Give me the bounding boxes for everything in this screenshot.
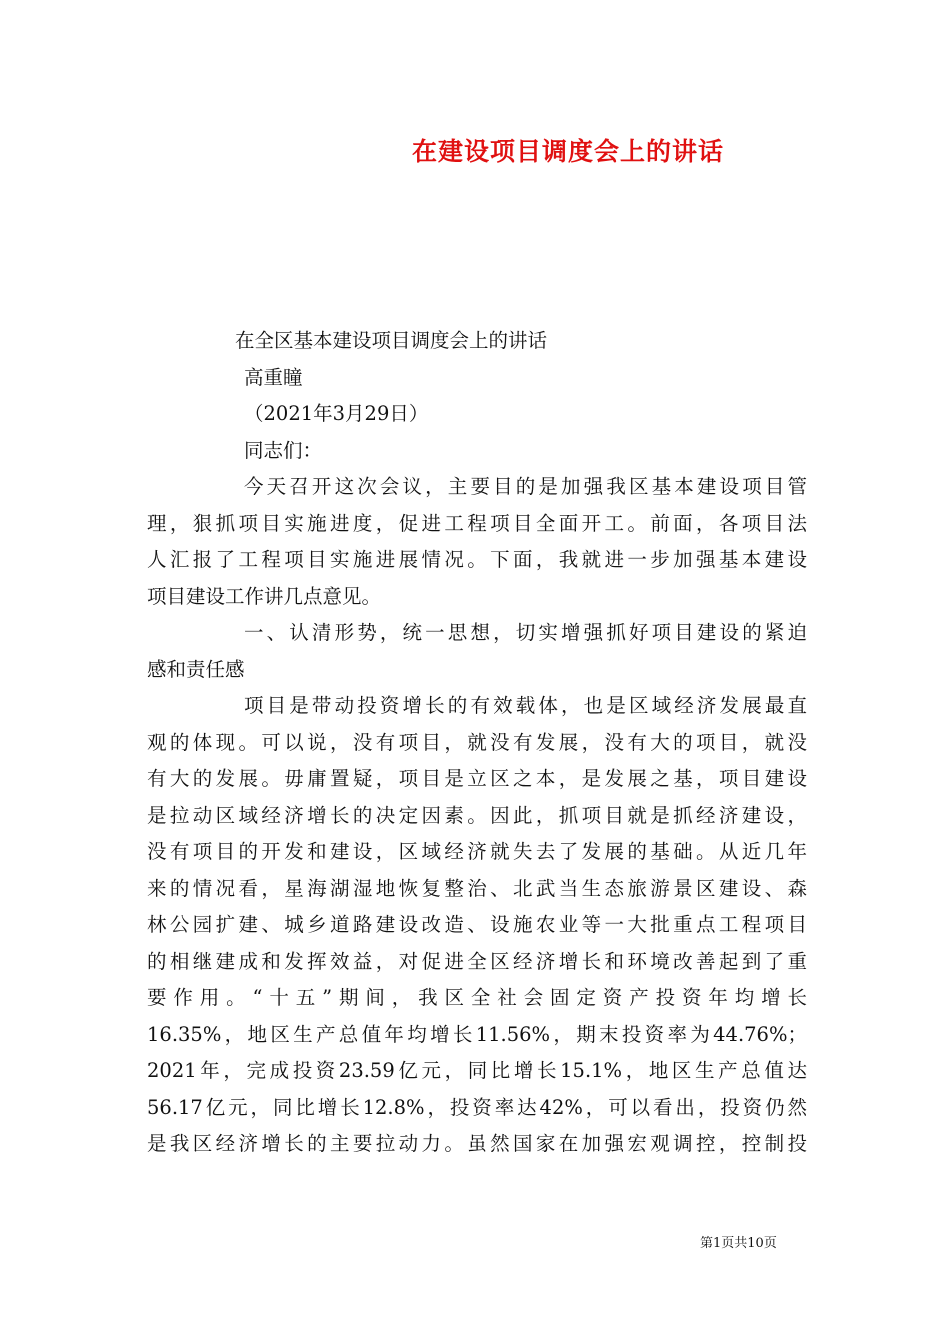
paragraph-line: 要作用。“十五”期间，我区全社会固定资产投资年均增长 [147,986,807,1009]
paragraph-line: 56.17亿元，同比增长12.8%，投资率达42%，可以看出，投资仍然 [147,1095,807,1119]
paragraph-line: 2021年，完成投资23.59亿元，同比增长15.1%，地区生产总值达 [147,1059,807,1082]
salutation: 同志们： [244,438,323,462]
section-heading-line: 感和责任感 [147,657,245,681]
speaker-name: 高重瞳 [244,365,303,389]
paragraph-line: 来的情况看，星海湖湿地恢复整治、北武当生态旅游景区建设、森 [147,876,807,900]
paragraph-line: 理，狠抓项目实施进度，促进工程项目全面开工。前面，各项目法 [147,511,807,535]
paragraph-line: 没有项目的开发和建设，区域经济就失去了发展的基础。从近几年 [147,840,807,863]
paragraph-line: 观的体现。可以说，没有项目，就没有发展，没有大的项目，就没 [147,730,807,754]
paragraph-line: 有大的发展。毋庸置疑，项目是立区之本，是发展之基，项目建设 [147,767,807,790]
paragraph-line: 是我区经济增长的主要拉动力。虽然国家在加强宏观调控，控制投 [147,1132,807,1155]
speech-heading: 在全区基本建设项目调度会上的讲话 [235,329,548,352]
paragraph-line: 是拉动区域经济增长的决定因素。因此，抓项目就是抓经济建设， [147,803,807,827]
paragraph-line: 项目是带动投资增长的有效载体，也是区域经济发展最直 [244,694,807,717]
document-title: 在建设项目调度会上的讲话 [412,137,725,166]
page-number: 第1页共10页 [700,1236,777,1251]
section-heading-line: 一、认清形势，统一思想，切实增强抓好项目建设的紧迫 [244,621,807,644]
paragraph-line: 的相继建成和发挥效益，对促进全区经济增长和环境改善起到了重 [147,949,807,973]
paragraph-line: 林公园扩建、城乡道路建设改造、设施农业等一大批重点工程项目 [147,913,807,936]
paragraph-line: 今天召开这次会议，主要目的是加强我区基本建设项目管 [244,475,807,498]
speech-date: （2021年3月29日） [244,402,429,425]
paragraph-line: 项目建设工作讲几点意见。 [147,584,382,608]
paragraph-line: 16.35%，地区生产总值年均增长11.56%，期末投资率为44.76%； [147,1022,807,1046]
paragraph-line: 人汇报了工程项目实施进展情况。下面，我就进一步加强基本建设 [147,548,807,571]
document-body [147,323,807,1163]
